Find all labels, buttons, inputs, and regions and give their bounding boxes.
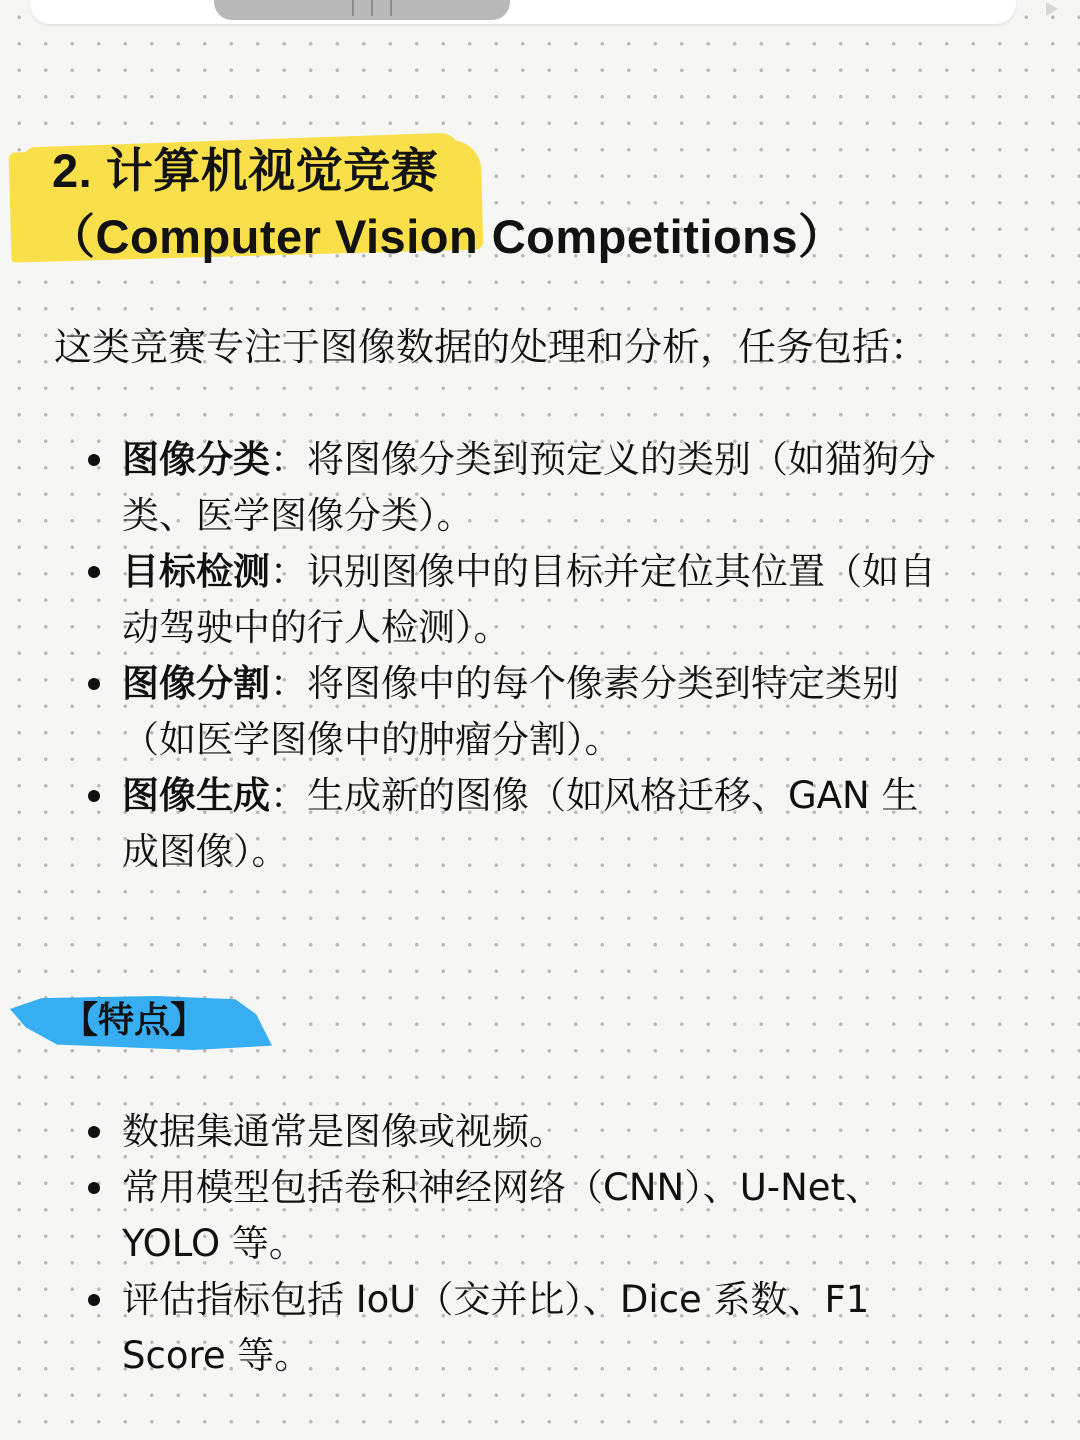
task-list <box>88 432 1024 880</box>
bullet-icon <box>88 678 100 690</box>
intro-text: 这类竞赛专注于图像数据的处理和分析，任务包括： <box>54 325 929 369</box>
binder-strip <box>30 0 1016 24</box>
task-description-continued: 动驾驶中的行人检测）。 <box>122 606 511 649</box>
list-item <box>88 1272 1024 1384</box>
term-separator: ： <box>270 662 307 705</box>
feature-text: 评估指标包括 IoU（交并比）、Dice 系数、F1 <box>122 1278 870 1321</box>
task-description: 识别图像中的目标并定位其位置（如自 <box>307 550 936 593</box>
feature-text-continued: Score 等。 <box>122 1334 312 1377</box>
feature-list <box>88 1104 1024 1384</box>
section-title <box>48 138 846 270</box>
bullet-icon <box>88 1182 100 1194</box>
feature-text: 常用模型包括卷积神经网络（CNN）、U-Net、 <box>122 1166 883 1209</box>
feature-text: 数据集通常是图像或视频。 <box>122 1110 566 1153</box>
list-item <box>88 1104 1024 1160</box>
bullet-icon <box>88 454 100 466</box>
grip-lines-icon <box>352 0 392 16</box>
term-separator: ： <box>270 774 307 817</box>
bullet-icon <box>88 1294 100 1306</box>
task-description-continued: 成图像）。 <box>122 830 289 873</box>
list-item <box>88 768 1024 880</box>
task-term: 图像生成 <box>122 774 270 817</box>
section-title-main: 2. 计算机视觉竞赛 <box>52 144 439 197</box>
section-title-english: （Computer Vision Competitions） <box>48 210 846 263</box>
bullet-icon <box>88 790 100 802</box>
right-arrow-icon <box>1046 2 1058 16</box>
list-item <box>88 1160 1024 1272</box>
list-item <box>88 544 1024 656</box>
list-item <box>88 432 1024 544</box>
task-description: 将图像中的每个像素分类到特定类别 <box>307 662 899 705</box>
feature-text-continued: YOLO 等。 <box>122 1222 306 1265</box>
task-description-continued: （如医学图像中的肿瘤分割）。 <box>122 718 622 761</box>
bullet-icon <box>88 1126 100 1138</box>
bullet-icon <box>88 566 100 578</box>
term-separator: ： <box>270 550 307 593</box>
task-term: 目标检测 <box>122 550 270 593</box>
task-term: 图像分割 <box>122 662 270 705</box>
task-description: 生成新的图像（如风格迁移、GAN 生 <box>307 774 919 817</box>
task-description: 将图像分类到预定义的类别（如猫狗分 <box>307 438 936 481</box>
list-item <box>88 656 1024 768</box>
task-description-continued: 类、医学图像分类）。 <box>122 494 474 537</box>
term-separator: ： <box>270 438 307 481</box>
task-term: 图像分类 <box>122 438 270 481</box>
features-heading: 【特点】 <box>62 1000 207 1041</box>
